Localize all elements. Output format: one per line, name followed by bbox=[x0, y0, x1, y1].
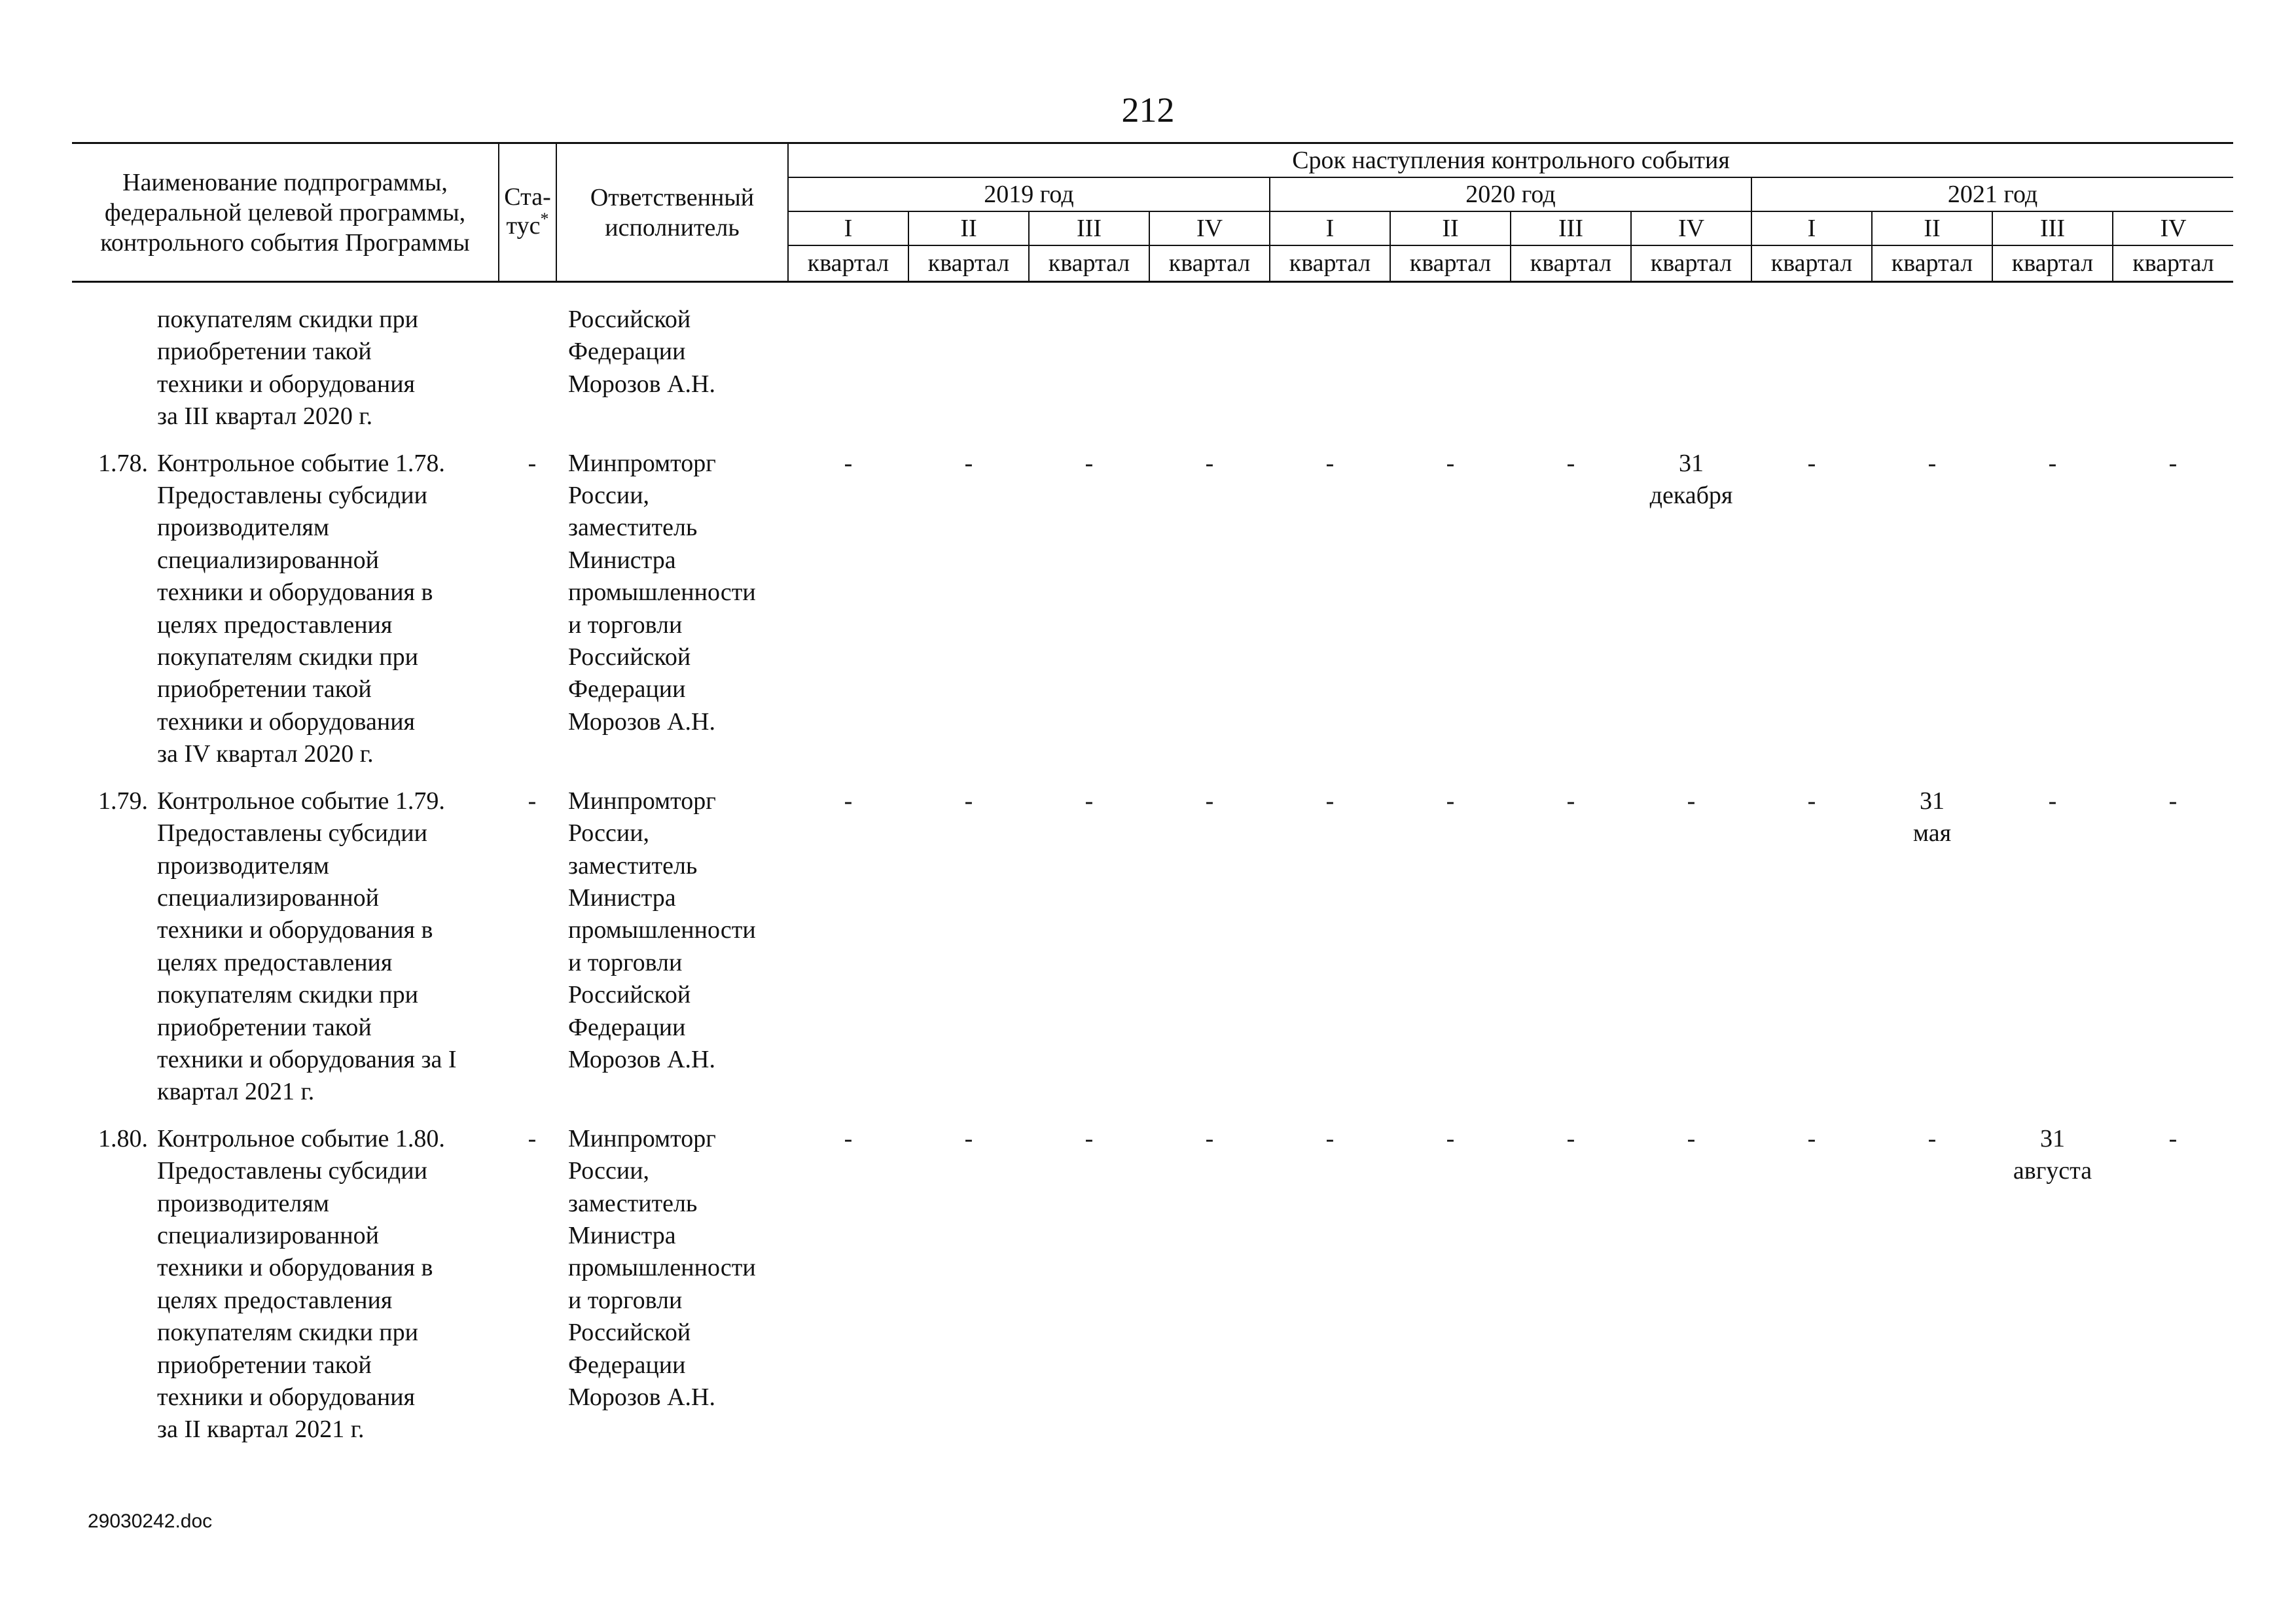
header-quarter-number: I bbox=[1751, 211, 1872, 245]
page-number: 212 bbox=[1121, 90, 1175, 130]
table-header bbox=[72, 142, 2233, 283]
row-quarter-deadline: - bbox=[1446, 449, 1455, 477]
header-quarter-number: I bbox=[1270, 211, 1390, 245]
header-year-2019: 2019 год bbox=[788, 177, 1270, 211]
row-status: - bbox=[528, 787, 537, 815]
row-quarter-deadline bbox=[1149, 304, 1270, 433]
row-status: - bbox=[528, 449, 537, 477]
header-quarter-label: квартал bbox=[1149, 245, 1270, 282]
row-quarter-deadline: - bbox=[1085, 787, 1094, 815]
row-quarter-deadline: 31 декабря bbox=[1649, 449, 1733, 510]
row-event-name: Контрольное событие 1.78. Предоставлены субсидии производителям специализированной техники и оборудования в целях предоставления покупателям скидки при приобретении такой техники и оборудования за IV квартал 2020 г. bbox=[157, 449, 445, 768]
row-quarter-deadline: - bbox=[1928, 1124, 1937, 1152]
header-quarter-label: квартал bbox=[1029, 245, 1149, 282]
row-executor: Минпромторг России, заместитель Министра промышленности и торговли Российской Федерации Морозов А.Н. bbox=[568, 449, 756, 736]
row-quarter-deadline: - bbox=[1446, 1124, 1455, 1152]
header-year-2021: 2021 год bbox=[1751, 177, 2233, 211]
row-quarter-deadline: - bbox=[844, 449, 853, 477]
row-quarter-deadline: - bbox=[1928, 449, 1937, 477]
header-status-asterisk: * bbox=[540, 209, 549, 228]
row-number: 1.79. bbox=[98, 787, 148, 815]
row-quarter-deadline: - bbox=[1205, 787, 1214, 815]
row-executor: Минпромторг России, заместитель Министра промышленности и торговли Российской Федерации Морозов А.Н. bbox=[568, 787, 756, 1073]
row-quarter-deadline bbox=[2113, 304, 2233, 433]
table-body bbox=[72, 304, 2233, 1446]
row-executor: Российской Федерации Морозов А.Н. bbox=[568, 306, 715, 398]
row-number: 1.78. bbox=[98, 449, 148, 477]
header-name-column: Наименование подпрограммы, федеральной целевой программы, контрольного события Программы bbox=[72, 143, 499, 282]
header-status-line1: Ста- bbox=[504, 183, 551, 211]
header-status-line2: тус bbox=[506, 211, 541, 240]
row-number: 1.80. bbox=[98, 1124, 148, 1152]
header-quarter-label: квартал bbox=[908, 245, 1029, 282]
header-year-2020: 2020 год bbox=[1270, 177, 1751, 211]
row-status: - bbox=[528, 1124, 537, 1152]
row-quarter-deadline bbox=[908, 304, 1029, 433]
table-row bbox=[72, 304, 2233, 433]
row-quarter-deadline: - bbox=[1325, 1124, 1335, 1152]
header-quarter-label: квартал bbox=[1992, 245, 2113, 282]
row-quarter-deadline: - bbox=[1325, 787, 1335, 815]
row-quarter-deadline: - bbox=[1566, 787, 1575, 815]
row-event-name: покупателям скидки при приобретении такой техники и оборудования за III квартал 2020 г. bbox=[157, 306, 418, 431]
header-quarter-number: II bbox=[908, 211, 1029, 245]
document-code: 29030242.doc bbox=[88, 1510, 213, 1532]
header-deadline-title: Срок наступления контрольного события bbox=[788, 143, 2233, 177]
header-quarter-number: III bbox=[1029, 211, 1149, 245]
row-quarter-deadline: - bbox=[964, 449, 973, 477]
events-table bbox=[72, 142, 2231, 1446]
header-quarter-label: квартал bbox=[2113, 245, 2233, 282]
row-quarter-deadline: - bbox=[1566, 1124, 1575, 1152]
row-quarter-deadline bbox=[788, 304, 908, 433]
header-quarter-number: II bbox=[1872, 211, 1992, 245]
row-quarter-deadline bbox=[1631, 304, 1751, 433]
row-quarter-deadline: - bbox=[1085, 449, 1094, 477]
row-quarter-deadline: 31 августа bbox=[2013, 1124, 2092, 1185]
row-quarter-deadline: - bbox=[1085, 1124, 1094, 1152]
header-status-column bbox=[499, 143, 556, 282]
table-row bbox=[72, 448, 2233, 771]
row-quarter-deadline: - bbox=[1566, 449, 1575, 477]
header-quarter-number: I bbox=[788, 211, 908, 245]
row-quarter-deadline bbox=[1751, 304, 1872, 433]
row-quarter-deadline: - bbox=[2048, 787, 2057, 815]
header-quarter-label: квартал bbox=[1270, 245, 1390, 282]
row-quarter-deadline: - bbox=[1687, 787, 1696, 815]
row-quarter-deadline: - bbox=[1807, 787, 1816, 815]
header-quarter-label: квартал bbox=[1390, 245, 1511, 282]
row-quarter-deadline: - bbox=[2168, 449, 2178, 477]
table-row bbox=[72, 785, 2233, 1109]
row-quarter-deadline: - bbox=[1325, 449, 1335, 477]
row-event-name: Контрольное событие 1.79. Предоставлены субсидии производителям специализированной техники и оборудования в целях предоставления покупателям скидки при приобретении такой техники и оборудования за I квартал 2021 г. bbox=[157, 787, 457, 1106]
header-quarter-number: III bbox=[1992, 211, 2113, 245]
row-executor: Минпромторг России, заместитель Министра промышленности и торговли Российской Федерации Морозов А.Н. bbox=[568, 1124, 756, 1411]
row-quarter-deadline: - bbox=[964, 1124, 973, 1152]
header-quarter-label: квартал bbox=[1751, 245, 1872, 282]
header-quarter-number: II bbox=[1390, 211, 1511, 245]
header-quarter-label: квартал bbox=[1872, 245, 1992, 282]
row-quarter-deadline bbox=[1390, 304, 1511, 433]
header-quarter-number: III bbox=[1511, 211, 1631, 245]
row-quarter-deadline: - bbox=[1446, 787, 1455, 815]
header-quarter-label: квартал bbox=[788, 245, 908, 282]
header-executor-column: Ответственный исполнитель bbox=[556, 143, 788, 282]
row-quarter-deadline bbox=[1872, 304, 1992, 433]
row-status bbox=[508, 304, 556, 433]
header-quarter-number: IV bbox=[2113, 211, 2233, 245]
table-row bbox=[72, 1123, 2233, 1446]
row-quarter-deadline: - bbox=[1807, 1124, 1816, 1152]
row-quarter-deadline bbox=[1511, 304, 1631, 433]
row-quarter-deadline: - bbox=[1205, 1124, 1214, 1152]
row-quarter-deadline bbox=[1270, 304, 1390, 433]
header-quarter-label: квартал bbox=[1631, 245, 1751, 282]
row-quarter-deadline: - bbox=[2168, 1124, 2178, 1152]
row-quarter-deadline: 31 мая bbox=[1912, 787, 1952, 847]
header-quarter-number: IV bbox=[1149, 211, 1270, 245]
row-event-name: Контрольное событие 1.80. Предоставлены субсидии производителям специализированной техники и оборудования в целях предоставления покупателям скидки при приобретении такой техники и оборудования за II квартал 2021 г. bbox=[157, 1124, 445, 1444]
header-quarter-number: IV bbox=[1631, 211, 1751, 245]
row-quarter-deadline: - bbox=[2168, 787, 2178, 815]
row-quarter-deadline: - bbox=[964, 787, 973, 815]
row-quarter-deadline bbox=[1029, 304, 1149, 433]
row-quarter-deadline: - bbox=[1687, 1124, 1696, 1152]
row-quarter-deadline: - bbox=[2048, 449, 2057, 477]
row-quarter-deadline bbox=[1992, 304, 2113, 433]
row-number bbox=[72, 304, 154, 433]
row-quarter-deadline: - bbox=[1807, 449, 1816, 477]
header-quarter-label: квартал bbox=[1511, 245, 1631, 282]
row-quarter-deadline: - bbox=[844, 1124, 853, 1152]
row-quarter-deadline: - bbox=[1205, 449, 1214, 477]
row-quarter-deadline: - bbox=[844, 787, 853, 815]
